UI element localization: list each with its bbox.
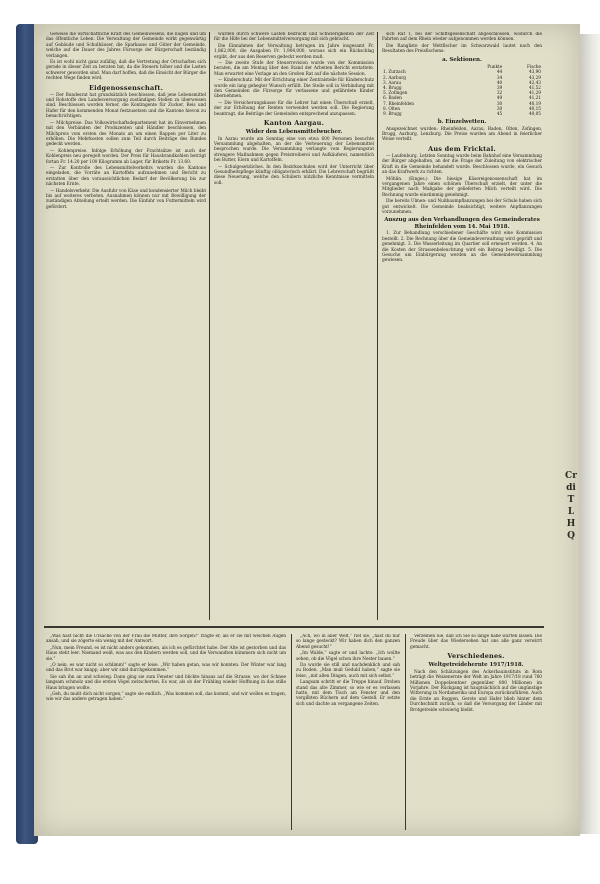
table-title: b. Einzelwetten. [437, 119, 487, 126]
article-column-3 [382, 32, 542, 618]
article-paragraph: 1. Zur Behandlung verschiedener Geschäfte wird eine Kommission bestellt. 2. Die Rechnung über die Gemeindeverwaltung wird geprüft und genehmigt. 3. Die Wasserleitung im Quartier soll erneuert werden. 4. An die Kosten der Strassenbeleuchtung wird ein Beitrag bewilligt. 5. Die Gesuche um Einbürgerung werden an die Gemeindeversammlung gewiesen. [382, 231, 542, 264]
feuilleton-column-1 [46, 634, 286, 830]
table-cell: 5. Zofingen [383, 91, 408, 97]
table-cell: 30 [496, 106, 503, 112]
article-paragraph: Die bereits Ulmen- und Nußbaumpflanzungen bei der Schule haben sich gut entwickelt. Die Gemeinde beabsichtigt, weitere Anpflanzungen vorzunehmen. [382, 199, 542, 215]
article-paragraph: Es ist wohl nicht ganz zufällig, daß die Vertretung der Ortschaften sich gerade in dieser Zeit zu beraten hat, da die Steuern höher und die Lasten schwerer geworden sind. Man darf hoffen, daß die Einsicht der Bürger die rechten Wege finden wird. [46, 60, 206, 82]
article-paragraph: — Kinderschutz. Mit der Errichtung einer Zentralstelle für Kinderschutz wurde ein lang gehegter Wunsch erfüllt. Die Stelle soll in Verbindung mit den Gemeinden die Fürsorge für verlassene und gefährdete Kinder übernehmen. [214, 78, 374, 100]
table-header-cell: Punkte [487, 65, 503, 71]
table-row [382, 112, 542, 117]
table-cell: 6. Baden [383, 96, 402, 102]
table-title: a. Sektionen. [442, 56, 482, 63]
article-paragraph: Ansgezeichnet wurden: Rheinfelden, Aarau, Baden, Olten, Zofingen, Brugg, Aarburg, Lenzburg. Die Preise wurden am Abend in feierlicher Weise verteilt. [382, 126, 542, 143]
article-paragraph: wurden durch schwere Lasten bedrückt und Schwierigkeiten der Zeit für die Hilfe bei der Lebensmittelversorgung mit sich gebracht. [214, 32, 374, 43]
table-cell: 40,15 [528, 106, 541, 112]
table-cell: 8. Olten [383, 106, 400, 112]
section-heading-verschiedenes: Verschiedenes. [447, 652, 505, 661]
article-paragraph: — Der Bundesrat hat grundsätzlich beschlossen, daß jene Lebensmittel und Rohstoffe den Landesversorgung zuständigen Stellen zu überweisen sind. Beschlossen worden ferner, die Kontingente für Zucker, Reis und Hafer für den kommenden Monat festzusetzen und die Kantone hievon zu benachrichtigen. [46, 92, 206, 120]
story-paragraph: „Ach, wo in aller Welt,“ rief sie, „hast du nur so lange gesteckt? Wir haben dich den ganzen Abend gesucht!“ [296, 634, 400, 650]
table-cell: 43,90 [528, 70, 541, 76]
story-paragraph: „Nun, mein Freund, es ist nicht anders gekommen, als ich es gefürchtet habe. Der Alte ist gestorben und das Haus steht leer. Niemand weiß, was aus den Kindern werden soll, und die Verwandten kümmern sich nicht um sie.“ [46, 645, 286, 662]
article-paragraph: — Schulgesetzliches. In den Bezirksschulen wird der Unterricht über Gesundheitspflege künftig obligatorisch erklärt. Die Lehrerschaft begrüßt diese Neuerung, welche den Schülern nützliche Kenntnisse vermitteln soll. [214, 164, 374, 186]
column-rule [209, 32, 210, 620]
table-cell: 2. Aarburg [383, 75, 407, 81]
table-cell: 43,29 [528, 75, 541, 81]
story-paragraph: „Geh, du mußt dich nicht sorgen,“ sagte sie endlich. „Was kommen soll, das kommt, und wir wollen es tragen, wie wir das andere getragen haben.“ [46, 692, 286, 703]
table-cell: 34 [496, 75, 503, 81]
feuilleton-column-2 [296, 634, 400, 830]
story-paragraph: „Im Walde,“ sagte er und lachte. „Ich wollte sehen, ob die Vögel schon ihre Nester bauen.“ [296, 651, 400, 662]
article-paragraph: — Laufenburg. Letzten Sonntag wurde beim Bahnhof eine Versammlung der Bürger abgehalten, an der die Frage der Zuleitung von elektrischer Kraft in die Gemeinde behandelt wurde. Beschlossen wurde, ein Gesuch an das Kraftwerk zu richten. [382, 153, 542, 176]
subheading: Weltgetreidehernte 1917/1918. [428, 662, 524, 669]
adjacent-page-edge-text: Cr di T L H Q [565, 471, 577, 541]
article-paragraph: — Handelsverkehr. Die Ausfuhr von Käse und kondensierter Milch bleibt bis auf weiteres verboten. Ausnahmen können nur mit Bewilligung der zuständigen Abteilung erteilt werden. Die Einfuhr von Futtermitteln wird gefördert. [46, 188, 206, 210]
article-column-2 [214, 32, 374, 618]
article-paragraph: — Zur Kontrolle des Lebensmittelverkehrs wurden die Kantone eingeladen, die Vorräte an Kartoffeln aufzunehmen und Bericht zu erstatten über den voraussichtlichen Bedarf der Bevölkerung bis zur nächsten Ernte. [46, 165, 206, 188]
article-paragraph: Nach den Schätzungen des Ackerbauinstituts in Rom beträgt die Weizenernte der Welt im Jahre 1917/18 rund 760 Millionen Doppelzentner gegenüber 800 Millionen im Vorjahre. Der Rückgang ist hauptsächlich auf die ungünstige Witterung in Nordamerika und Europa zurückzuführen. Auch die Ernte an Roggen, Gerste und Hafer blieb hinter dem Durchschnitt zurück, so daß die Versorgung der Länder mit Brotgetreide schwierig bleibt. [410, 669, 542, 713]
table-cell: 9. Brugg [383, 111, 402, 117]
story-paragraph: Verzeihen Sie, daß ich Sie so lange habe warten lassen. Die Freude über das Wiedersehen hat uns alle ganz verwirrt gemacht. [410, 634, 542, 650]
section-heading-kanton-aargau: Kanton Aargau. [263, 119, 325, 128]
article-paragraph: — Milchpreise. Das Volkswirtschaftsdepartement hat im Einvernehmen mit den Verbänden der Produzenten und Händler beschlossen, den Milchpreis vom ersten des Monats an um einen Rappen per Liter zu erhöhen. Die Mehrkosten sollen zum Teil durch Beiträge des Bundes gedeckt werden. [46, 120, 206, 148]
table-cell: 40,19 [528, 101, 541, 107]
table-cell: 1. Zurzach [383, 70, 406, 76]
ranking-table [382, 65, 542, 117]
feuilleton-column-3 [410, 634, 542, 830]
story-paragraph: „Was hast nicht die Ursache von der Frau die Mutter, ihre Sorgen?“ fragte er, als er sie mit weichen Augen ansah, und sie zögerte ein wenig mit der Antwort. [46, 634, 286, 645]
section-heading-eidgenossenschaft: Eidgenossenschaft. [88, 83, 164, 92]
table-cell: 30 [496, 101, 503, 107]
column-rule [291, 634, 292, 830]
table-cell: 49 [496, 96, 503, 102]
subheading: Auszug aus den Verhandlungen des Gemeinderates Rheinfelden vom 14. Mai 1918. [384, 217, 540, 230]
table-cell: 40,05 [528, 111, 541, 117]
article-column-1 [46, 32, 206, 618]
feuilleton-divider [44, 626, 544, 628]
table-header-cell: Fische [527, 65, 541, 71]
table-cell: 32 [496, 91, 503, 97]
column-rule [405, 634, 406, 830]
article-paragraph: — Die zweite Stufe der Steuerrevision wurde von der Kommission beraten, die am Montag über den Stand der Arbeiten Bericht erstattete. Man erwartet eine Vorlage an den Großen Rat auf die nächste Session. [214, 61, 374, 77]
table-cell: 45 [496, 111, 503, 117]
table-cell: 44 [496, 70, 503, 76]
table-cell: 41,21 [528, 96, 541, 102]
article-paragraph: Die Rangliste der Wettfischer im Schwarzwald lautet nach den Resultaten des Preisfischens: [382, 43, 542, 55]
table-cell: 41,29 [528, 91, 541, 97]
page-edge [580, 34, 600, 834]
table-cell: 41,52 [528, 85, 541, 91]
table-cell: 7. Rheinfelden [383, 101, 415, 107]
article-paragraph: Die Einnahmen der Verwaltung betrugen im Jahre insgesamt Fr. 1,862,000, die Ausgaben Fr. 1,904,000, woraus sich ein Rückschlag ergibt, der aus den Reserven gedeckt werden muß. [214, 43, 374, 60]
article-paragraph: sich Rat 1, bei der Schiffsgesellschaft abgeschlossen, wodurch die Fahrten auf dem Rhein wieder aufgenommen werden können. [382, 32, 542, 43]
table-cell: 42,43 [528, 80, 541, 86]
article-paragraph: — Die Versicherungskasse für die Lehrer hat einen Überschuß erzielt, der zur Erhöhung der Renten verwendet werden soll. Die Regierung beantragt, die Beiträge der Gemeinden entsprechend anzupassen. [214, 100, 374, 117]
column-rule [377, 32, 378, 620]
article-paragraph: Möhlin. (Einges.) Die hiesige Käsereigenossenschaft hat im vergangenen Jahre einen schönen Überschuß erzielt, der unter die Mitglieder nach Maßgabe der gelieferten Milch verteilt wird. Die Rechnung wurde einstimmig genehmigt. [382, 176, 542, 198]
subheading: Wider den Lebensmittelwucher. [245, 129, 343, 136]
story-paragraph: „O nein, es war nicht so schlimm!“ sagte er leise. „Wir haben getan, was wir konnten. Der Winter war lang und das Brot war knapp, aber wir sind durchgekommen.“ [46, 663, 286, 674]
section-heading-fricktal: Aus dem Fricktal. [428, 144, 496, 153]
article-paragraph: Geweise die wirtschaftliche Kraft des Gemeinwesens, die nugen und um das öffentliche Leben. Die Verwaltung der Gemeinde wirkt gegenwärtig auf Gebäude und Schulhäuser, die Sparkasse und Güter der Gemeinde, welche auf die Dauer des Jahres Fürsorge der Bürgerschaft beständig verlangen. [46, 32, 206, 59]
table-cell: 39 [496, 85, 503, 91]
table-cell: 40 [496, 80, 503, 86]
table-cell: 3. Aarau [383, 80, 402, 86]
article-paragraph: In Aarau wurde am Sonntag eine von etwa 600 Personen besuchte Versammlung abgehalten, an der die Verteuerung der Lebensmittel besprochen wurde. Die Versammlung verlangte vom Regierungsrat strengere Maßnahmen gegen Preistreiberei und Aufkäuferei, namentlich bei Butter, Eiern und Kartoffeln. [214, 136, 374, 164]
article-paragraph: — Kohlenpreise. Infolge Erhöhung der Frachtsätze ist auch der Kohlenpreis neu geregelt worden. Der Preis für Hausbrandkohlen beträgt fortan Fr. 14.20 per 100 Kilogramm ab Lager, für Briketts Fr. 13.60. [46, 148, 206, 165]
story-paragraph: Langsam schritt er die Treppe hinauf. Droben stand das alte Zimmer, so wie er es verlassen hatte, mit dem Tisch am Fenster und den vergilbten Büchern auf dem Gestell. Er setzte sich und dachte an vergangene Zeiten. [296, 680, 400, 707]
story-paragraph: Da wurde sie still und nachdenklich und sah zu Boden. „Man muß Geduld haben,“ sagte sie leise, „mit allen Dingen, auch mit sich selbst.“ [296, 663, 400, 679]
table-cell: 4. Brugg [383, 85, 402, 91]
story-paragraph: Sie sah ihn an und schwieg. Dann ging sie zum Fenster und blickte hinaus auf die Strasse, wo der Schnee langsam schmolz und die ersten Vögel zwitscherten. Es war, als ob der Frühling wieder Hoffnung in das stille Haus bringen wollte. [46, 674, 286, 691]
